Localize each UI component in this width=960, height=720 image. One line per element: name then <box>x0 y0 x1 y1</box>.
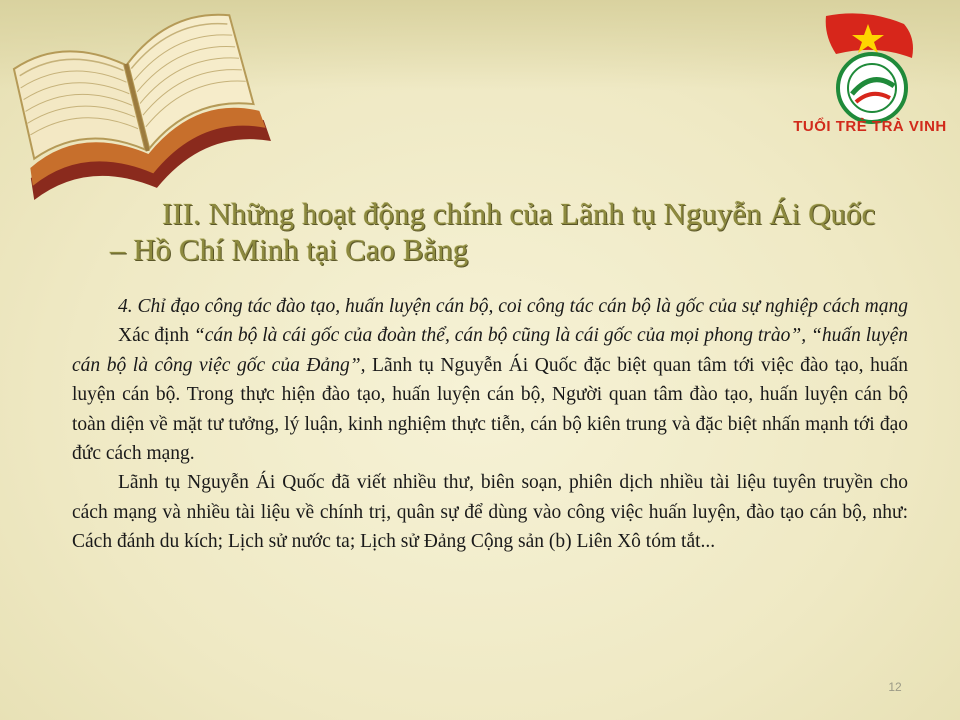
paragraph-intro: Xác định <box>118 325 194 347</box>
section-heading-paragraph <box>72 292 908 321</box>
page-number: 12 <box>888 680 902 694</box>
slide-body <box>72 292 908 557</box>
paragraph-documents: Lãnh tụ Nguyễn Ái Quốc đã viết nhiều thư, biên soạn, phiên dịch nhiều tài liệu tuyên truyền cho cách mạng và nhiều tài liệu về chính trị, quân sự để dùng vào công việc huấn luyện, đào tạo cán bộ, như: Cách đánh du kích; Lịch sử nước ta; Lịch sử Đảng Cộng sản (b) Liên Xô tóm tắt... <box>72 472 908 553</box>
slide-title <box>110 196 956 268</box>
title-line-2: – Hồ Chí Minh tại Cao Bằng <box>110 232 469 267</box>
logo-caption: TUỔI TRẺ TRÀ VINH <box>793 118 947 135</box>
title-line-1: III. Những hoạt động chính của Lãnh tụ Nguyễn Ái Quốc <box>162 196 876 231</box>
quoted-principles: “cán bộ là cái gốc của đoàn thể, cán bộ cũng là cái gốc của mọi phong trào”, “huấn luyện cán bộ là công việc gốc của Đảng”, <box>72 325 908 376</box>
paragraph-body: Lãnh tụ Nguyễn Ái Quốc đặc biệt quan tâm tới việc đào tạo, huấn luyện cán bộ. Trong thực hiện đào tạo, huấn luyện cán bộ, Người quan tâm đào tạo, huấn luyện cán bộ toàn diện về mặt tư tưởng, lý luận, kinh nghiệm thực tiễn, cán bộ kiên trung và đặc biệt nhấn mạnh tới đạo đức cách mạng. <box>72 354 908 465</box>
section-heading-text: 4. Chỉ đạo công tác đào tạo, huấn luyện cán bộ, coi công tác cán bộ là gốc của sự nghiệp cách mạng <box>118 296 908 317</box>
paragraph-cadre-role <box>72 321 908 468</box>
youth-union-emblem <box>806 10 946 160</box>
